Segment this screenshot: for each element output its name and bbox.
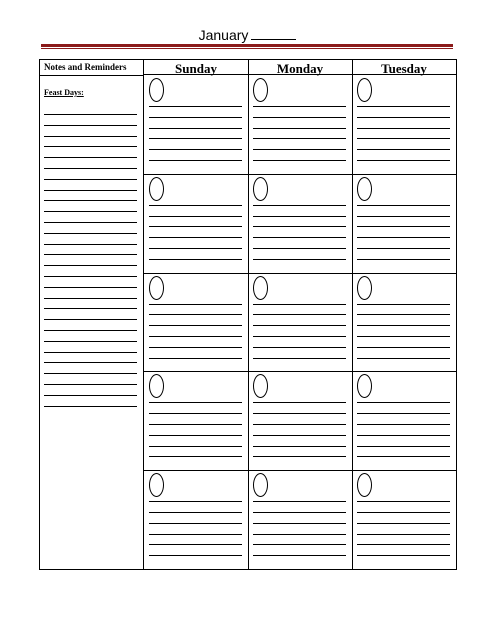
notes-writing-line[interactable] — [44, 298, 137, 299]
notes-writing-line[interactable] — [44, 211, 137, 212]
day-writing-line[interactable] — [357, 402, 450, 403]
day-writing-line[interactable] — [149, 216, 242, 217]
day-writing-line[interactable] — [149, 523, 242, 524]
day-writing-line[interactable] — [357, 435, 450, 436]
day-writing-line[interactable] — [357, 314, 450, 315]
page-title — [0, 27, 495, 43]
day-writing-line[interactable] — [357, 128, 450, 129]
day-writing-line[interactable] — [149, 555, 242, 556]
date-circle[interactable] — [149, 374, 164, 398]
column-divider — [352, 60, 353, 569]
date-circle[interactable] — [149, 473, 164, 497]
notes-column — [40, 60, 144, 569]
day-writing-line[interactable] — [357, 248, 450, 249]
day-writing-line[interactable] — [357, 555, 450, 556]
day-writing-line[interactable] — [253, 128, 346, 129]
date-circle[interactable] — [253, 374, 268, 398]
notes-writing-line[interactable] — [44, 254, 137, 255]
calendar-grid — [39, 59, 457, 570]
day-writing-line[interactable] — [357, 358, 450, 359]
notes-writing-line[interactable] — [44, 114, 137, 115]
day-writing-line[interactable] — [149, 325, 242, 326]
day-writing-line[interactable] — [357, 160, 450, 161]
column-divider — [248, 60, 249, 569]
day-writing-line[interactable] — [149, 149, 242, 150]
day-writing-line[interactable] — [149, 226, 242, 227]
day-writing-line[interactable] — [149, 512, 242, 513]
notes-writing-line[interactable] — [44, 287, 137, 288]
day-writing-line[interactable] — [253, 226, 346, 227]
date-circle[interactable] — [253, 177, 268, 201]
date-circle[interactable] — [357, 374, 372, 398]
day-writing-line[interactable] — [357, 413, 450, 414]
day-writing-line[interactable] — [357, 304, 450, 305]
day-writing-line[interactable] — [253, 534, 346, 535]
day-writing-line[interactable] — [149, 544, 242, 545]
day-writing-line[interactable] — [253, 216, 346, 217]
header-rule-thin — [41, 48, 453, 49]
day-writing-line[interactable] — [149, 402, 242, 403]
day-writing-line[interactable] — [357, 347, 450, 348]
week-row-divider — [144, 273, 456, 274]
day-writing-line[interactable] — [357, 456, 450, 457]
date-circle[interactable] — [149, 276, 164, 300]
notes-writing-line[interactable] — [44, 233, 137, 234]
date-circle[interactable] — [357, 276, 372, 300]
day-writing-line[interactable] — [357, 544, 450, 545]
notes-writing-line[interactable] — [44, 265, 137, 266]
day-writing-line[interactable] — [253, 160, 346, 161]
day-writing-line[interactable] — [253, 325, 346, 326]
day-writing-line[interactable] — [357, 424, 450, 425]
day-writing-line[interactable] — [357, 501, 450, 502]
notes-writing-line[interactable] — [44, 341, 137, 342]
day-writing-line[interactable] — [357, 149, 450, 150]
day-writing-line[interactable] — [357, 446, 450, 447]
date-circle[interactable] — [253, 78, 268, 102]
day-header-tuesday: Tuesday — [352, 60, 456, 75]
week-row-divider — [144, 470, 456, 471]
day-writing-line[interactable] — [253, 106, 346, 107]
day-writing-line[interactable] — [357, 336, 450, 337]
week-row-divider — [144, 174, 456, 175]
week-row-divider — [144, 371, 456, 372]
day-writing-line[interactable] — [357, 138, 450, 139]
day-writing-line[interactable] — [253, 237, 346, 238]
day-header-monday: Monday — [248, 60, 352, 75]
day-writing-line[interactable] — [149, 456, 242, 457]
day-writing-line[interactable] — [149, 304, 242, 305]
day-writing-line[interactable] — [149, 446, 242, 447]
notes-writing-line[interactable] — [44, 276, 137, 277]
notes-writing-line[interactable] — [44, 373, 137, 374]
day-writing-line[interactable] — [149, 237, 242, 238]
day-writing-line[interactable] — [253, 446, 346, 447]
notes-writing-line[interactable] — [44, 406, 137, 407]
day-writing-line[interactable] — [357, 216, 450, 217]
notes-writing-line[interactable] — [44, 362, 137, 363]
year-blank[interactable] — [251, 27, 296, 40]
day-writing-line[interactable] — [253, 138, 346, 139]
notes-writing-line[interactable] — [44, 125, 137, 126]
date-circle[interactable] — [357, 473, 372, 497]
notes-writing-line[interactable] — [44, 146, 137, 147]
notes-writing-line[interactable] — [44, 330, 137, 331]
date-circle[interactable] — [149, 78, 164, 102]
day-writing-line[interactable] — [357, 205, 450, 206]
date-circle[interactable] — [357, 177, 372, 201]
day-writing-line[interactable] — [357, 325, 450, 326]
day-writing-line[interactable] — [253, 358, 346, 359]
day-writing-line[interactable] — [149, 347, 242, 348]
day-writing-line[interactable] — [253, 501, 346, 502]
notes-writing-line[interactable] — [44, 222, 137, 223]
day-writing-line[interactable] — [253, 456, 346, 457]
day-writing-line[interactable] — [149, 160, 242, 161]
date-circle[interactable] — [357, 78, 372, 102]
month-label: January — [198, 27, 249, 43]
notes-title: Notes and Reminders — [44, 62, 127, 72]
day-writing-line[interactable] — [253, 205, 346, 206]
day-writing-line[interactable] — [253, 304, 346, 305]
day-writing-line[interactable] — [149, 259, 242, 260]
feast-days-label: Feast Days: — [44, 88, 84, 97]
day-writing-line[interactable] — [357, 117, 450, 118]
header-rule-thick — [41, 44, 453, 47]
day-writing-line[interactable] — [357, 512, 450, 513]
day-writing-line[interactable] — [253, 259, 346, 260]
day-writing-line[interactable] — [357, 534, 450, 535]
notes-writing-line[interactable] — [44, 190, 137, 191]
day-writing-line[interactable] — [149, 413, 242, 414]
day-writing-line[interactable] — [149, 205, 242, 206]
day-writing-line[interactable] — [149, 138, 242, 139]
day-writing-line[interactable] — [253, 512, 346, 513]
notes-writing-line[interactable] — [44, 157, 137, 158]
day-writing-line[interactable] — [149, 435, 242, 436]
day-writing-line[interactable] — [253, 347, 346, 348]
day-writing-line[interactable] — [357, 237, 450, 238]
day-writing-line[interactable] — [253, 336, 346, 337]
day-writing-line[interactable] — [357, 259, 450, 260]
day-writing-line[interactable] — [149, 128, 242, 129]
day-writing-line[interactable] — [149, 534, 242, 535]
notes-writing-line[interactable] — [44, 179, 137, 180]
day-writing-line[interactable] — [253, 402, 346, 403]
day-writing-line[interactable] — [253, 413, 346, 414]
day-writing-line[interactable] — [357, 226, 450, 227]
day-writing-line[interactable] — [253, 424, 346, 425]
day-writing-line[interactable] — [253, 117, 346, 118]
date-circle[interactable] — [253, 473, 268, 497]
notes-writing-line[interactable] — [44, 352, 137, 353]
day-writing-line[interactable] — [253, 523, 346, 524]
day-writing-line[interactable] — [253, 555, 346, 556]
notes-writing-line[interactable] — [44, 136, 137, 137]
notes-writing-line[interactable] — [44, 384, 137, 385]
day-writing-line[interactable] — [253, 544, 346, 545]
day-writing-line[interactable] — [253, 314, 346, 315]
day-writing-line[interactable] — [253, 248, 346, 249]
day-writing-line[interactable] — [253, 435, 346, 436]
notes-writing-line[interactable] — [44, 200, 137, 201]
day-writing-line[interactable] — [149, 358, 242, 359]
notes-writing-line[interactable] — [44, 244, 137, 245]
day-writing-line[interactable] — [149, 248, 242, 249]
day-writing-line[interactable] — [149, 501, 242, 502]
day-writing-line[interactable] — [149, 117, 242, 118]
day-writing-line[interactable] — [149, 424, 242, 425]
notes-writing-line[interactable] — [44, 308, 137, 309]
notes-divider — [40, 75, 143, 76]
date-circle[interactable] — [149, 177, 164, 201]
date-circle[interactable] — [253, 276, 268, 300]
notes-writing-line[interactable] — [44, 395, 137, 396]
notes-writing-line[interactable] — [44, 319, 137, 320]
day-writing-line[interactable] — [149, 106, 242, 107]
day-writing-line[interactable] — [357, 523, 450, 524]
day-writing-line[interactable] — [357, 106, 450, 107]
notes-writing-line[interactable] — [44, 168, 137, 169]
day-header-sunday: Sunday — [144, 60, 248, 75]
day-writing-line[interactable] — [149, 336, 242, 337]
day-writing-line[interactable] — [253, 149, 346, 150]
day-writing-line[interactable] — [149, 314, 242, 315]
